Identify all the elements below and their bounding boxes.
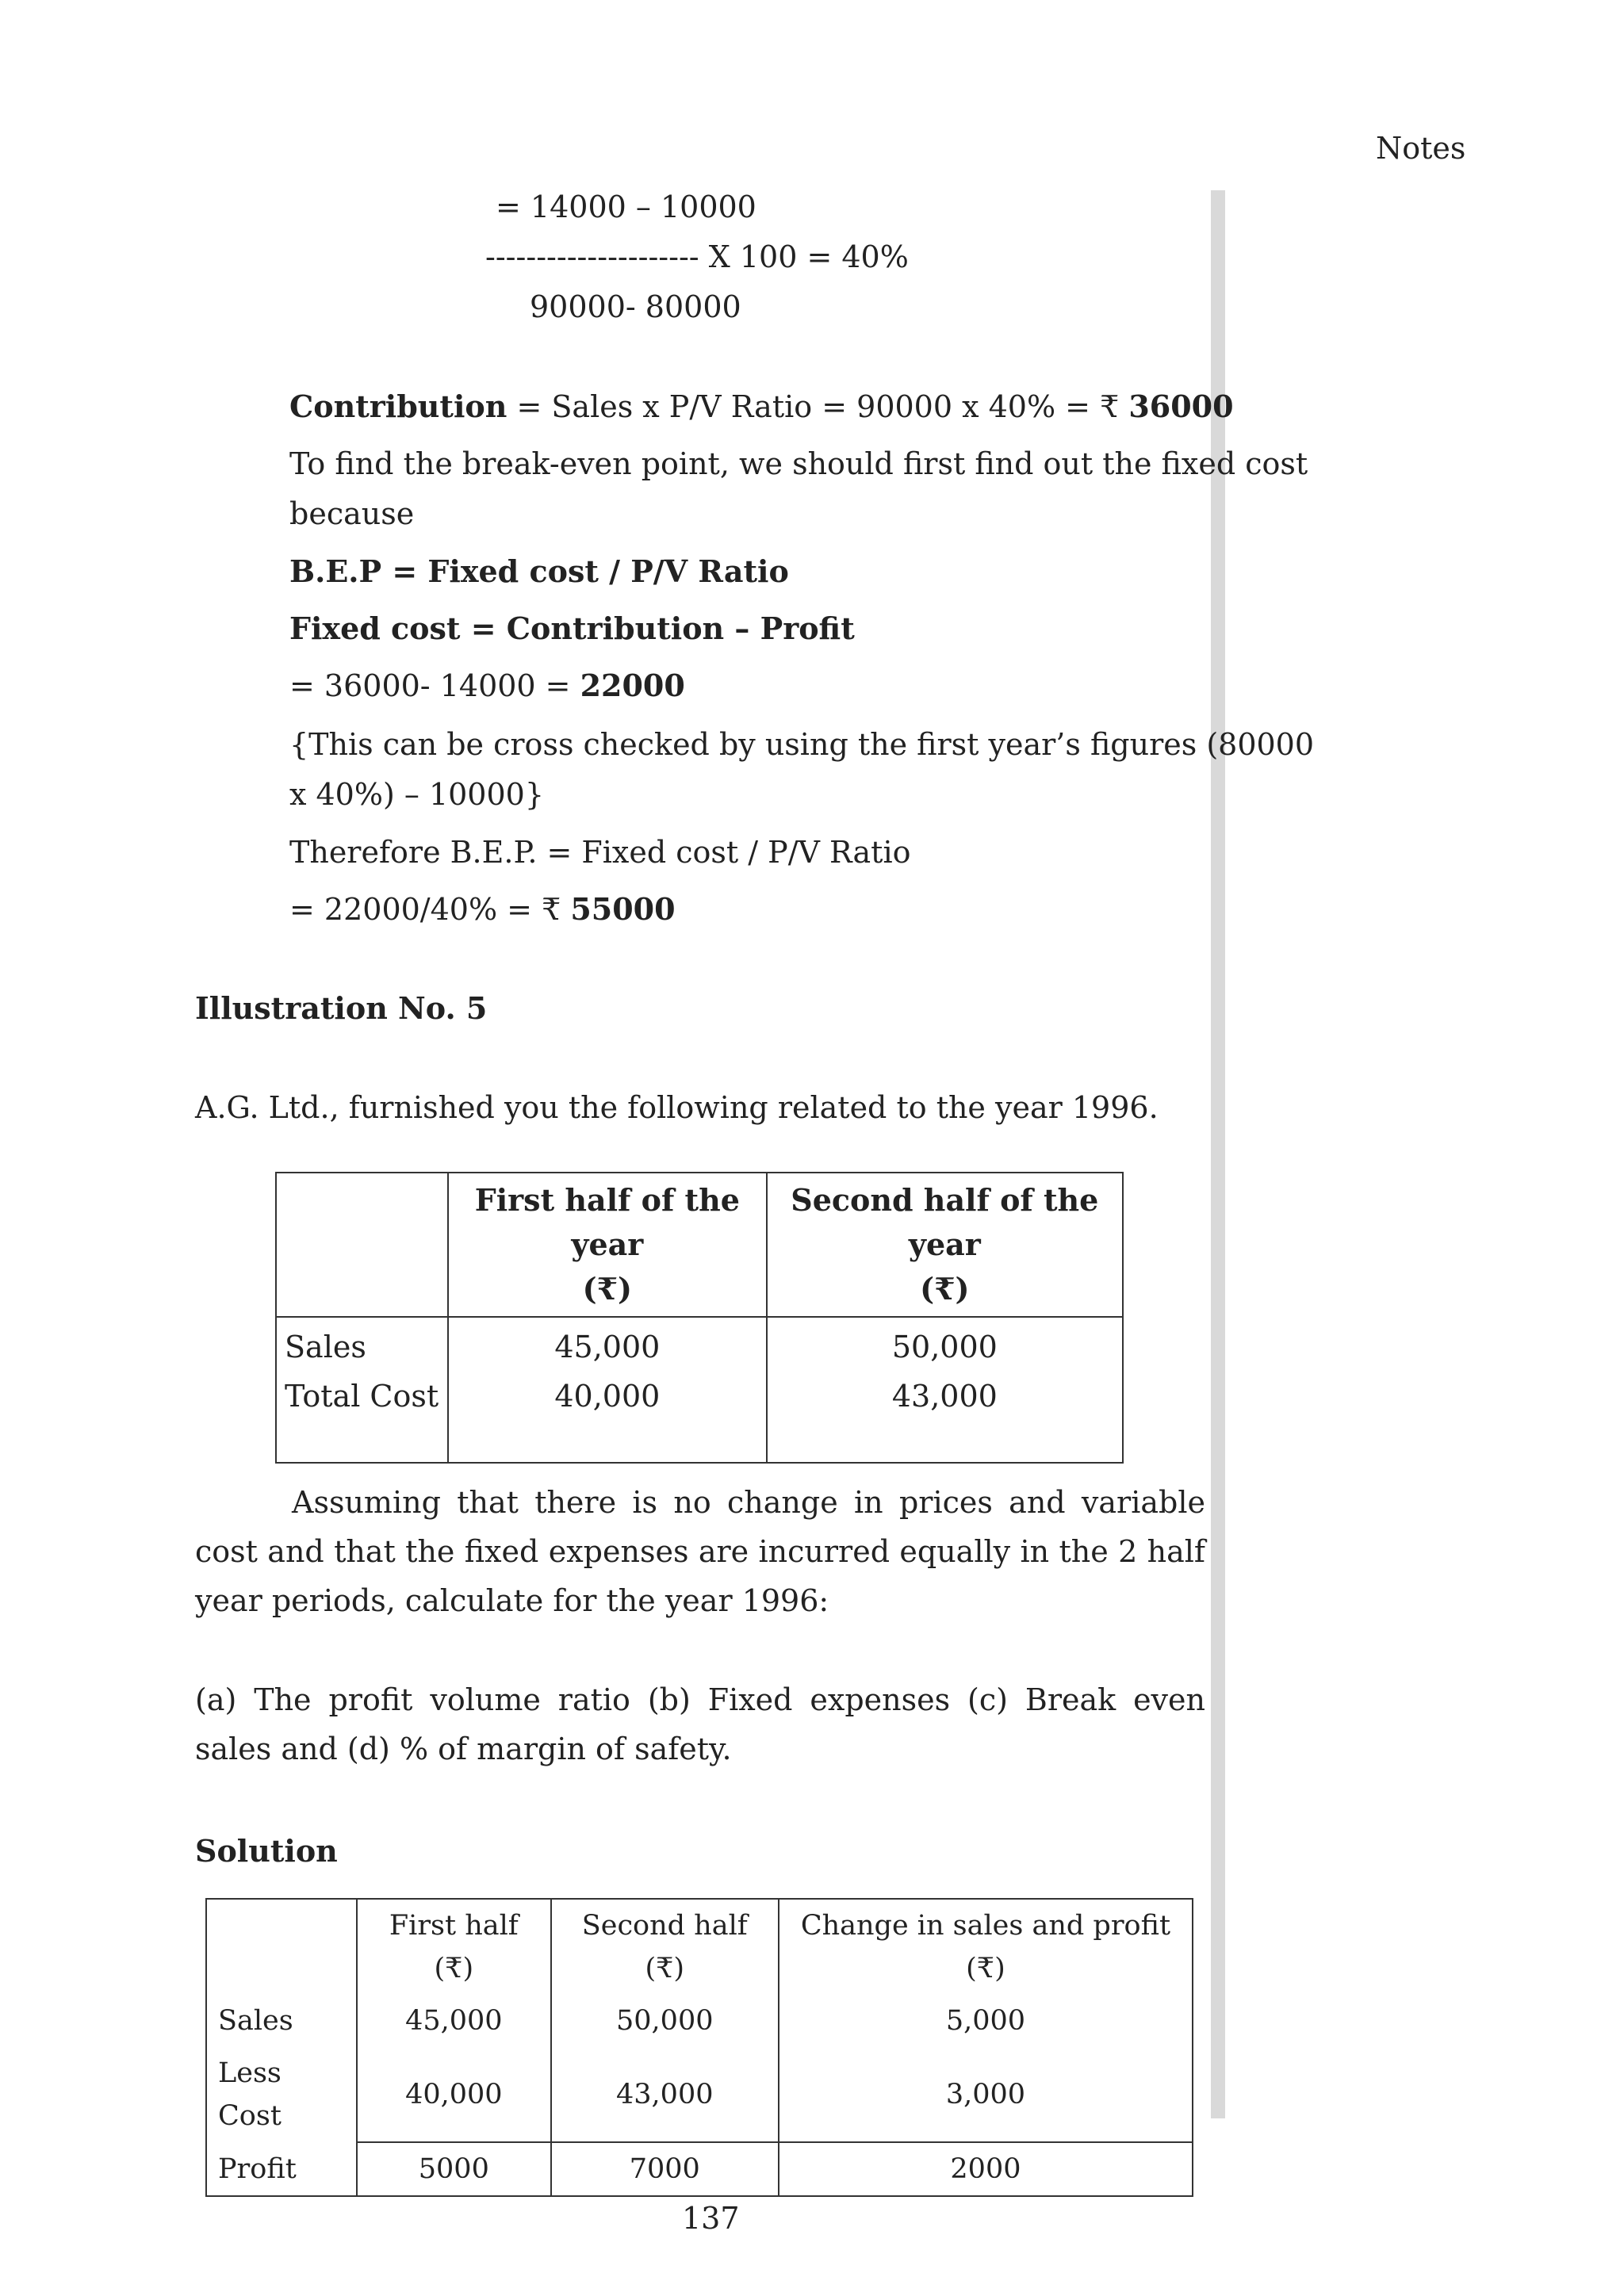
therefore-line: Therefore B.E.P. = Fixed cost / P/V Ratio xyxy=(289,835,911,870)
table-header-row xyxy=(276,1173,1123,1317)
intro-line-2: because xyxy=(289,496,415,531)
header-first-half: First half (₹) xyxy=(357,1899,551,1995)
contribution-value: 36000 xyxy=(1128,388,1234,424)
table-header-first-half: First half of the year (₹) xyxy=(448,1173,767,1317)
intro-line-1: To find the break-even point, we should first find out the fixed cost xyxy=(289,446,1308,481)
illustration-intro: A.G. Ltd., furnished you the following related to the year 1996. xyxy=(195,1090,1159,1125)
cell-change: 3,000 xyxy=(779,2047,1193,2142)
illustration-title: Illustration No. 5 xyxy=(195,990,488,1026)
second-half-values: 50,000 43,000 xyxy=(767,1317,1123,1463)
notes-label: Notes xyxy=(1376,131,1466,166)
table-row xyxy=(206,2142,1193,2196)
row-labels: Sales Total Cost xyxy=(276,1317,448,1463)
calc-fraction-bar: --------------------- X 100 = 40% xyxy=(485,239,909,274)
row-label: Sales xyxy=(206,1995,357,2047)
row-label: Profit xyxy=(206,2142,357,2196)
calc-numerator: = 14000 – 10000 xyxy=(496,189,756,224)
cell-second: 7000 xyxy=(551,2142,779,2196)
cell-second: 50,000 xyxy=(551,1995,779,2047)
bep-value: 55000 xyxy=(570,891,676,927)
cell-second: 43,000 xyxy=(551,2047,779,2142)
cross-check-line-2: x 40%) – 10000} xyxy=(289,777,545,812)
table-row xyxy=(276,1317,1123,1463)
table-row xyxy=(206,2047,1193,2142)
calc-denominator: 90000- 80000 xyxy=(530,289,741,324)
contribution-line xyxy=(289,388,1234,425)
first-half-values: 45,000 40,000 xyxy=(448,1317,767,1463)
fixed-cost-formula: Fixed cost = Contribution – Profit xyxy=(289,610,855,646)
cell-first: 40,000 xyxy=(357,2047,551,2142)
contribution-label: Contribution xyxy=(289,388,508,424)
question-paragraph: (a) The profit volume ratio (b) Fixed expenses (c) Break even sales and (d) % of margin of safety. xyxy=(195,1682,1205,1766)
header-second-half: Second half (₹) xyxy=(551,1899,779,1995)
cell-first: 5000 xyxy=(357,2142,551,2196)
fixed-cost-value: 22000 xyxy=(580,668,685,703)
fixed-cost-calc-text: = 36000- 14000 = xyxy=(289,668,580,703)
header-change: Change in sales and profit (₹) xyxy=(779,1899,1193,1995)
bep-formula: B.E.P = Fixed cost / P/V Ratio xyxy=(289,553,789,589)
row-label: Less Cost xyxy=(206,2047,357,2142)
cross-check-line-1: {This can be cross checked by using the first year’s figures (80000 xyxy=(289,727,1315,762)
cell-change: 2000 xyxy=(779,2142,1193,2196)
table-row xyxy=(206,1995,1193,2047)
fixed-cost-calc xyxy=(289,668,685,704)
bep-calc-text: = 22000/40% = ₹ xyxy=(289,892,571,927)
cell-change: 5,000 xyxy=(779,1995,1193,2047)
solution-table xyxy=(205,1898,1193,2197)
table-header-row xyxy=(206,1899,1193,1995)
table-header-second-half: Second half of the year (₹) xyxy=(767,1173,1123,1317)
cell-first: 45,000 xyxy=(357,1995,551,2047)
given-data-table xyxy=(275,1172,1124,1464)
page-number: 137 xyxy=(682,2201,740,2236)
solution-title: Solution xyxy=(195,1833,338,1869)
assumption-paragraph: Assuming that there is no change in prices and variable cost and that the fixed expenses are incurred equally in the 2 half year periods, calculate for the year 1996: xyxy=(195,1485,1205,1618)
table-header-blank xyxy=(276,1173,448,1317)
header-blank xyxy=(206,1899,357,1995)
bep-calc xyxy=(289,891,676,928)
contribution-formula: = Sales x P/V Ratio = 90000 x 40% = ₹ xyxy=(507,389,1129,424)
